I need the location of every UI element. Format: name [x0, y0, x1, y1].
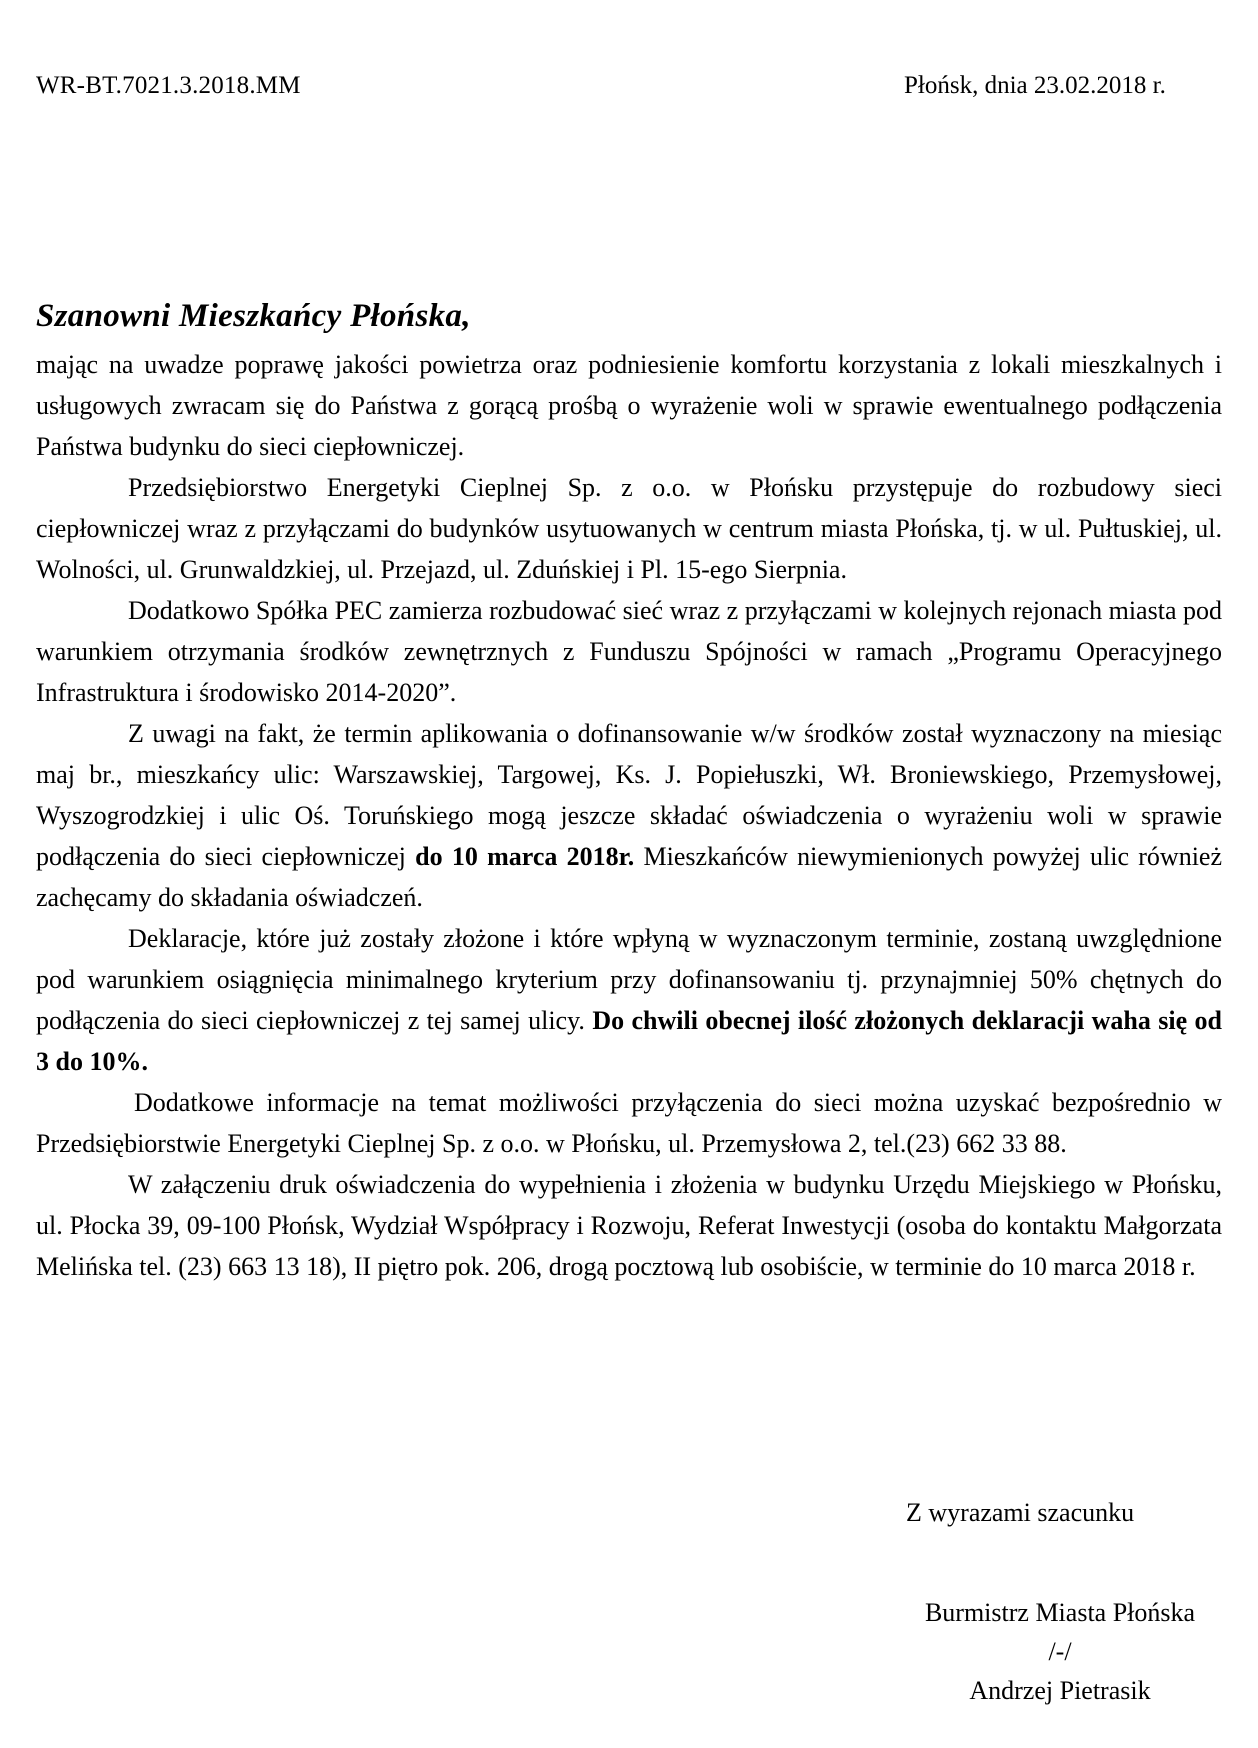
letter-body	[36, 344, 1222, 1287]
signature-mark: /-/	[1048, 1637, 1072, 1666]
signatory-name: Andrzej Pietrasik	[969, 1676, 1151, 1705]
signatory-title: Burmistrz Miasta Płońska	[924, 1598, 1196, 1627]
paragraph-1: mając na uwadze poprawę jakości powietrza oraz podniesienie komfortu korzystania z lokali mieszkalnych i usługowych zwracam się do Państwa z gorącą prośbą o wyrażenie woli w sprawie ewentualnego podłączenia Państwa budynku do sieci ciepłowniczej.	[36, 350, 1222, 461]
paragraph-5	[36, 918, 1222, 1082]
declarations-status-highlight: Do chwili obecnej ilość złożonych deklaracji waha się od 3 do 10%.	[36, 1006, 1222, 1076]
closing-phrase: Z wyrazami szacunku	[906, 1498, 1135, 1527]
paragraph-3: Dodatkowo Spółka PEC zamierza rozbudować sieć wraz z przyłączami w kolejnych rejonach miasta pod warunkiem otrzymania środków zewnętrznych z Funduszu Spójności w ramach „Programu Operacyjnego Infrastruktura i środowisko 2014-2020”.	[36, 596, 1222, 707]
paragraph-6: Dodatkowe informacje na temat możliwości przyłączenia do sieci można uzyskać bezpośrednio w Przedsiębiorstwie Energetyki Cieplnej Sp. z o.o. w Płońsku, ul. Przemysłowa 2, tel.(23) 662 33 88.	[36, 1088, 1222, 1158]
paragraph-4	[36, 713, 1222, 918]
paragraph-5-text: Deklaracje, które już zostały złożone i które wpłyną w wyznaczonym terminie, zostaną uwzględnione pod warunkiem osiągnięcia minimalnego kryterium przy dofinansowaniu tj. przynajmniej 50% chętnych do podłączenia do sieci ciepłowniczej z tej samej ulicy.	[36, 924, 1222, 1035]
signature-block	[890, 1593, 1230, 1710]
paragraph-4-text-end: Mieszkańców niewymienionych powyżej ulic również zachęcamy do składania oświadczeń.	[36, 842, 1222, 912]
salutation: Szanowni Mieszkańcy Płońska,	[36, 298, 471, 334]
place-and-date: Płońsk, dnia 23.02.2018 r.	[904, 72, 1166, 99]
deadline-highlight: do 10 marca 2018r.	[415, 842, 635, 871]
paragraph-2: Przedsiębiorstwo Energetyki Cieplnej Sp. z o.o. w Płońsku przystępuje do rozbudowy sieci ciepłowniczej wraz z przyłączami do budynków usytuowanych w centrum miasta Płońska, tj. w ul. Pułtuskiej, ul. Wolności, ul. Grunwaldzkiej, ul. Przejazd, ul. Zduńskiej i Pl. 15-ego Sierpnia.	[36, 473, 1222, 584]
paragraph-4-text-start: Z uwagi na fakt, że termin aplikowania o dofinansowanie w/w środków został wyznaczony na miesiąc maj br., mieszkańcy ulic: Warszawskiej, Targowej, Ks. J. Popiełuszki, Wł. Broniewskiego, Przemysłowej, Wyszogrodzkiej i ulic Oś. Toruńskiego mogą jeszcze składać oświadczenia o wyrażeniu woli w sprawie podłączenia do sieci ciepłowniczej	[36, 719, 1222, 871]
reference-number: WR-BT.7021.3.2018.MM	[36, 72, 301, 99]
paragraph-7: W załączeniu druk oświadczenia do wypełnienia i złożenia w budynku Urzędu Miejskiego w Płońsku, ul. Płocka 39, 09-100 Płońsk, Wydział Współpracy i Rozwoju, Referat Inwestycji (osoba do kontaktu Małgorzata Melińska tel. (23) 663 13 18), II piętro pok. 206, drogą pocztową lub osobiście, w terminie do 10 marca 2018 r.	[36, 1170, 1222, 1281]
